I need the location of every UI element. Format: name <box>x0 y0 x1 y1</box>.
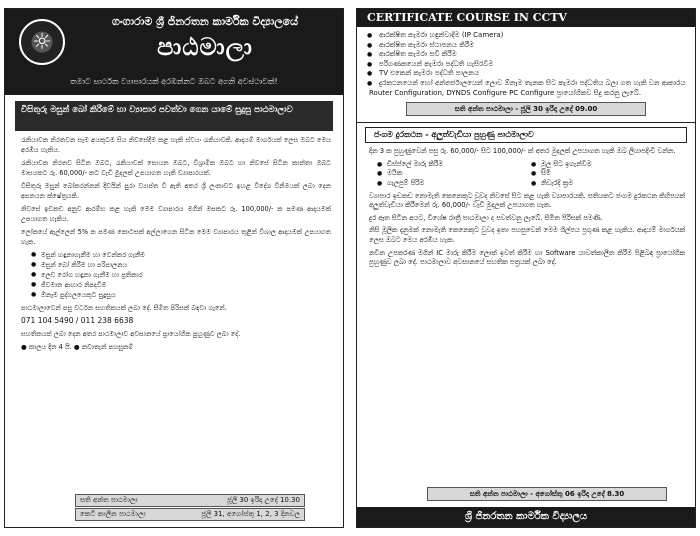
section-divider <box>357 122 695 123</box>
page-title: පාඨමාලා <box>157 33 253 61</box>
schedule-label: කෙටි කාලීන පාඨමාලා <box>80 510 146 518</box>
schedule-row <box>75 508 305 521</box>
list-item: ● TV එකෙන් කැමරා පද්ධති පාලනය <box>367 69 687 79</box>
list-item: ● නිවැරදි ක්‍රම <box>531 179 685 189</box>
list-item: ● පරිගණකයෙන් කැමරා පද්ධති හැසිරවීම <box>367 60 687 70</box>
list-item: ● ලෙඩ රෝග හඳුනා ගැනීම හා ප්‍රතිකාර <box>31 270 331 280</box>
list-item: ● ඩිස්ප්ලේ මාරු කිරීම <box>377 160 531 170</box>
topic-grid <box>377 160 685 189</box>
list-item: ● ගැලපුම් පිරිම <box>377 179 531 189</box>
paragraph: රැකියාවක නිරතව සිටින ඔබට, රැකියාවක් සොයන ඔබට, විශ්‍රාමික ඔබට හා නිවසේ සිටින කාන්තා ඔබට මාසයකට රු. 60,000/- කට වැඩි මුදලක් උපයාගත හැකි ව්‍යාපාරයක්. <box>21 159 331 177</box>
contact-note: පාඨමාලාවෙන් පසු වර්ධන සහතිකයක් ලබා දේ. සීමිත පිරිසක් බඳවා ගැනේ. <box>21 304 227 312</box>
schedule-row <box>75 494 305 507</box>
cctv-topic-list <box>357 27 695 89</box>
list-item: ● මසුන් හඳුනාගැනීම හා වෙන්කර ගැනීම <box>31 250 331 260</box>
feature-list <box>31 250 331 300</box>
list-item: ● ජීවමාන ආහාර නිපදවීම <box>31 280 331 290</box>
left-body <box>5 131 343 352</box>
schedule-value: ජූලි 31, අගෝස්තු 1, 2, 3 දිනවල <box>201 510 300 518</box>
schedule-value: ජූලි 30 ඉරිදා උදේ 10.30 <box>227 496 300 504</box>
config-note: Router Configuration, DYNDS Configure PC Configure ප්‍රායෝගිකව සිදු කරනු ලැබේ. <box>369 88 642 97</box>
tagline: තමාට සාර්ථක ව්‍යාපාරයක් අරඹන්නට ඔබට අගනි අවස්ථාවක්! <box>70 77 278 86</box>
list-item: ● ආරක්ෂිත කැමරා ස්ථාපනය කිරීම <box>367 41 687 51</box>
mobile-body <box>357 143 695 268</box>
paragraph: රැකියාවක නිරතවන සෑම අයකුටම සිය නිවසේදීම කළ හැකි ස්වයං රැකියාවකි. ආදායම් මාර්ගයක් ලෙස ඔබට මෙය අරඹිය හැකිය. <box>21 136 331 154</box>
list-item: ● සිමි <box>531 169 685 179</box>
list-item: ● මයික <box>377 169 531 179</box>
list-item: ● ආරක්ෂිත කැමරා සවි කිරීම <box>367 50 687 60</box>
paragraph: දින 3 ක පුහුණුවෙන් පසු රු. 60,000/- සිට 100,000/- ක් අතර මුදලක් උපයාගත හැකි ඔබ ලියාපදිංචි වන්න. <box>369 147 676 156</box>
mobile-date-bar: සති අන්ත පාඨමාලා - අගෝස්තු 06 ඉරිදා උදේ 8.30 <box>427 487 667 501</box>
right-advertisement <box>356 8 696 528</box>
schedule-box <box>75 494 305 521</box>
left-advertisement <box>4 8 344 528</box>
paragraph: ලෝකයේ ඇල්ලෙන් 5% ක පමණ කොටසක් අල්ලාගෙන සිටින මෙම ව්‍යාපාරය තුළින් විශාල ආදායමක් උපයාගත හැක. <box>21 228 331 246</box>
institute-footer: ශ්‍රී ජිනරතන කාර්මික විද්‍යාලය <box>357 507 695 527</box>
paragraph: නවීන උපකරණ මගින් IC මාරු කිරීම ලොක් ඉවත් කිරීම හා Software යාවත්කාලීන කිරීම පිළිබඳ ප්‍රායෝගික පුහුණුව ලබා දේ. පාඨමාලාව අවසානයේ සහතික පත්‍රයක් ලබා දේ. <box>369 248 685 267</box>
schedule-label: සති අන්ත පාඨමාලා <box>80 496 138 504</box>
paragraph: නිසි මූලික දැනුමක් නොමැති කෙනෙකුට වුවද ඉතා පහසුවෙන් මෙම ශිල්පය ප්‍රගුණ කළ හැකිය. ආදායම් මාර්ගයක් ලෙස ඔබට මෙය අරඹිය හැක. <box>369 226 685 244</box>
list-item: ● මුල සිට ඉගැන්වීම <box>531 160 685 170</box>
fine-print: සහතිකයක් ලබා දෙන අතර පාඨමාලාව අවසානයේ ප්‍රායෝගික පුහුණුව ලබා දේ. <box>21 330 241 338</box>
left-header <box>5 9 343 95</box>
phone-numbers[interactable]: 071 104 5490 / 011 238 6638 <box>21 316 134 325</box>
duration-note: ● කාලය දින 4 යි. ● නවාතැන් පහසුකම් <box>21 343 134 351</box>
paragraph: ව්‍යාපාර ඉඩකඩ නොමැති කෙනෙකුට වුවද නිවසේ සිට කළ හැකි ව්‍යාපාරයකි. සතියකට ජංගම දුරකථන කිහිපයක් අලුත්වැඩියා කිරීමෙන් රු. 60,000/- වැඩි මුදලක් උපයාගත හැක. <box>369 191 685 210</box>
school-name: ගංගාරාම ශ්‍රී ජිනරතන කාර්මික විද්‍යාලයේ <box>111 15 299 28</box>
cctv-date-bar: සති අන්ත පාඨමාලා - ජූලි 30 ඉරිදා උදේ 09.00 <box>406 102 646 116</box>
list-item: ● ඕනෑම පුද්ගලයෙකුට සුදුසුය <box>31 290 331 300</box>
paragraph: දුර ඈත සිටින අයට, විශේෂ රාත්‍රී පාඨමාලා ද පවත්වනු ලැබේ. සීමිත පිරිසක් පමණි. <box>369 213 603 222</box>
course-banner: විසිතුරු මසුන් බෝ කිරීමේ හා ව්‍යාපාර පවත්වා ගෙන යාමේ සුදුසු පාඨමාලාව <box>15 101 333 131</box>
paragraph: නිවසේ ඉඩකඩ අනුව ආරම්භ කළ හැකි මෙම ව්‍යාපාරය මගින් මසකට රු. 100,000/- ක පමණ ආදායමක් උපයාගත හැකිය. <box>21 205 331 223</box>
school-logo-icon <box>19 19 65 65</box>
list-item: ● මසුන් බෝ කිරීම හා පරිපාලනය <box>31 260 331 270</box>
paragraph: විසිතුරු මසුන් බෝකරන්නන් දිවයින් පුරා ව්‍යාප්ත වී ඇති අතර ශ්‍රී ලංකාවට ඉහළ විදේශ විනිමයක් ලබා දෙන අපනයන ක්ෂේත්‍රයකි. <box>21 182 331 200</box>
mobile-repair-banner: ජංගම දුරකථන - අලුත්වැඩියා පුහුණු පාඨමාලාව <box>365 127 687 143</box>
list-item: ● දුරකථනයෙන් හෝ අන්තර්ජාලයෙන් ලොව ඕනෑම තැනක සිට කැමරා පද්ධතිය බලා ගත හැකි වන ආකාරය <box>367 79 687 89</box>
cctv-course-title: CERTIFICATE COURSE IN CCTV <box>357 9 695 27</box>
list-item: ● ආරක්ෂිත කැමරා හඳුන්වාදීම (IP Camera) <box>367 31 687 41</box>
